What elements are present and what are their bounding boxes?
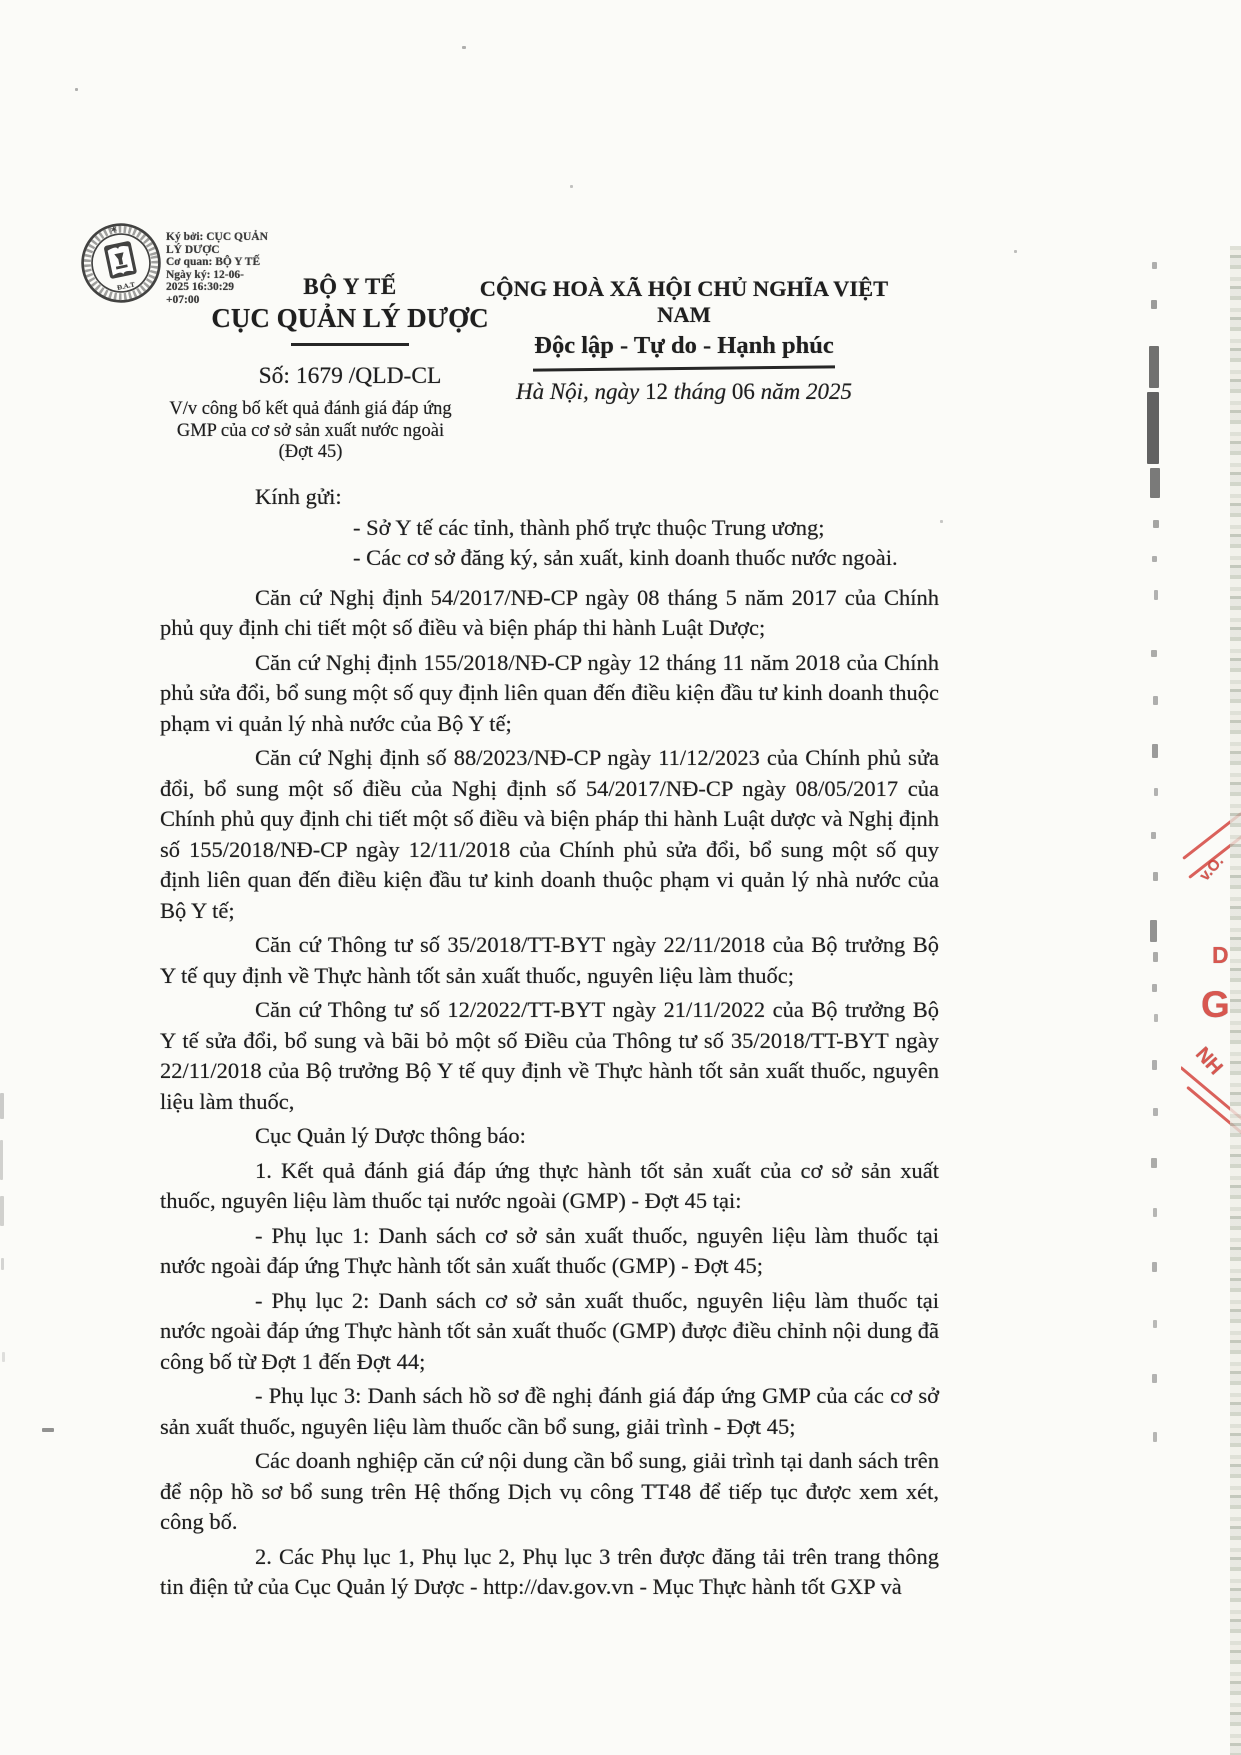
scan-artifact (0, 1196, 4, 1226)
subject-line: GMP của cơ sở sản xuất nước ngoài (176, 420, 445, 441)
date-prefix: Hà Nội, ngày (515, 379, 646, 404)
scan-artifact (1152, 1262, 1157, 1272)
scan-artifact (42, 1428, 54, 1432)
scan-artifact (940, 520, 943, 523)
scan-artifact (1153, 1320, 1157, 1328)
date-day: 12 (645, 379, 669, 404)
scan-artifact (0, 1093, 4, 1119)
recipients-list (160, 513, 939, 574)
scan-edge-strip (1230, 246, 1241, 1755)
scan-artifact (1147, 392, 1159, 464)
scan-artifact (1, 1258, 4, 1270)
scan-artifact (1150, 920, 1157, 942)
scan-artifact (1151, 300, 1157, 309)
recipient-line: - Các cơ sở đăng ký, sản xuất, kinh doanh thuốc nước ngoài. (353, 545, 898, 570)
national-motto-line1: CỘNG HOÀ XÃ HỘI CHỦ NGHĨA VIỆT NAM (479, 276, 889, 327)
agency-underline (291, 343, 409, 346)
scan-artifact (462, 46, 466, 49)
digital-signature-line: Ngày ký: 12-06- (166, 268, 244, 281)
scan-artifact (1151, 832, 1156, 839)
scan-artifact (1152, 556, 1157, 562)
paragraph: - Phụ lục 2: Danh sách cơ sở sản xuất thuốc, nguyên liệu làm thuốc tại nước ngoài đáp ứng Thực hành tốt sản xuất thuốc (GMP) được điều chỉnh nội dung đã công bố từ Đợt 1 đến Đợt 44; (160, 1287, 939, 1374)
scan-artifact (1154, 788, 1158, 796)
scan-artifact (1151, 1158, 1157, 1168)
body-paragraphs (160, 583, 939, 1603)
stamp-text-fragment: v.O. (1196, 852, 1228, 885)
recipients-label: Kính gửi: (255, 484, 342, 509)
svg-text:Đ.A.T: Đ.A.T (116, 281, 136, 293)
digital-signature-line: Cơ quan: BỘ Y TẾ (166, 256, 261, 268)
scan-artifact (1153, 872, 1158, 881)
svg-text:✶: ✶ (109, 224, 120, 237)
scan-artifact (2, 1352, 5, 1362)
paragraph: Cục Quản lý Dược thông báo: (255, 1123, 526, 1148)
document-subject (158, 399, 463, 464)
scan-artifact (1150, 468, 1160, 498)
scan-artifact (1152, 1060, 1157, 1070)
scan-artifact (1153, 520, 1159, 528)
paragraph: Căn cứ Thông tư số 35/2018/TT-BYT ngày 22/11/2018 của Bộ trưởng Bộ Y tế quy định về Thực hành tốt sản xuất thuốc, nguyên liệu làm thuốc; (160, 932, 939, 988)
digital-signature-line: LÝ DƯỢC (166, 243, 220, 256)
recipient-line: - Sở Y tế các tỉnh, thành phố trực thuộc Trung ương; (353, 514, 825, 540)
scan-artifact (570, 185, 573, 188)
scan-artifact (1152, 744, 1158, 758)
digital-signature-line: +07:00 (166, 293, 200, 306)
scan-artifact (1151, 650, 1157, 657)
digital-signature-line: Ký bởi: CỤC QUẢN (166, 231, 268, 243)
scan-artifact (0, 1140, 3, 1180)
paragraph: - Phụ lục 3: Danh sách hồ sơ đề nghị đánh giá đáp ứng GMP của các cơ sở sản xuất thuốc, nguyên liệu làm thuốc cần bổ sung, giải trình - Đợt 45; (160, 1383, 939, 1439)
scan-artifact (1153, 1108, 1158, 1116)
paragraph: Căn cứ Nghị định 54/2017/NĐ-CP ngày 08 tháng 5 năm 2017 của Chính phủ quy định chi tiết một số điều và biện pháp thi hành Luật Dược; (160, 584, 939, 640)
national-motto-line2: Độc lập - Tự do - Hạnh phúc (534, 332, 834, 359)
paragraph: Căn cứ Thông tư số 12/2022/TT-BYT ngày 21/11/2022 của Bộ trưởng Bộ Y tế sửa đổi, bổ sung và bãi bỏ một số Điều của Thông tư số 35/2018/TT-BYT ngày 22/11/2018 của Bộ trưởng Bộ Y tế quy định về Thực hành tốt sản xuất thuốc, nguyên liệu làm thuốc, (160, 997, 939, 1114)
document-number: Số: 1679 /QLD-CL (258, 363, 442, 389)
scan-artifact (1153, 696, 1158, 705)
paragraph: 2. Các Phụ lục 1, Phụ lục 2, Phụ lục 3 trên được đăng tải trên trang thông tin điện tử của Cục Quản lý Dược - http://dav.gov.vn - Mục Thực hành tốt GXP và (160, 1543, 939, 1599)
letter-body (160, 482, 939, 1607)
scan-artifact (1152, 984, 1157, 992)
paragraph: Căn cứ Nghị định 155/2018/NĐ-CP ngày 12 tháng 11 năm 2018 của Chính phủ sửa đổi, bổ sung một số quy định liên quan đến điều kiện đầu tư kinh doanh thuộc phạm vi quản lý nhà nước của Bộ Y tế; (160, 649, 939, 736)
scan-artifact (1154, 590, 1158, 600)
parent-agency-name: BỘ Y TẾ (303, 274, 397, 299)
subject-line: V/v công bố kết quả đánh giá đáp ứng (169, 399, 452, 419)
scan-artifact (1149, 346, 1159, 388)
place-and-date (455, 379, 913, 405)
date-month: 06 (731, 379, 755, 404)
date-year: năm 2025 (754, 379, 853, 404)
date-mid: tháng (668, 379, 732, 404)
stamp-text-fragment: G (1201, 984, 1230, 1025)
scan-artifact (1154, 1014, 1158, 1022)
subject-line: (Đợt 45) (278, 442, 343, 462)
scan-artifact (1153, 1208, 1157, 1217)
scan-artifact (1014, 250, 1017, 253)
scan-artifact (1152, 1374, 1157, 1383)
national-header (455, 276, 913, 405)
scan-artifact (1152, 262, 1157, 269)
scan-artifact (1153, 1432, 1157, 1442)
agency-name: CỤC QUẢN LÝ DƯỢC (211, 303, 489, 333)
paragraph: - Phụ lục 1: Danh sách cơ sở sản xuất thuốc, nguyên liệu làm thuốc tại nước ngoài đáp ứng Thực hành tốt sản xuất thuốc (GMP) - Đợt 45; (160, 1222, 939, 1278)
paragraph: Căn cứ Nghị định số 88/2023/NĐ-CP ngày 11/12/2023 của Chính phủ sửa đổi, bổ sung một số điều của Nghị định số 54/2017/NĐ-CP ngày 08/05/2017 của Chính phủ quy định chi tiết một số điều và biện pháp thi hành Luật dược và Nghị định số 155/2018/NĐ-CP ngày 12/11/2018 của Chính phủ sửa đổi, bổ sung một số quy định liên quan đến điều kiện đầu tư kinh doanh thuộc phạm vi quản lý nhà nước của Bộ Y tế; (160, 745, 939, 923)
scan-artifact (1153, 952, 1158, 962)
stamp-text-fragment: D (1212, 942, 1229, 968)
paragraph: 1. Kết quả đánh giá đáp ứng thực hành tốt sản xuất của cơ sở sản xuất thuốc, nguyên liệu làm thuốc tại nước ngoài (GMP) - Đợt 45 tại: (160, 1157, 939, 1213)
paragraph: Các doanh nghiệp căn cứ nội dung cần bổ sung, giải trình tại danh sách trên để nộp hồ sơ bổ sung trên Hệ thống Dịch vụ công TT48 để tiếp tục được xem xét, công bố. (160, 1448, 939, 1534)
stamp-text-fragment: NH (1190, 1043, 1227, 1080)
digital-signature-line: 2025 16:30:29 (166, 281, 235, 293)
scan-artifact (75, 88, 78, 91)
motto-underline (533, 365, 835, 371)
